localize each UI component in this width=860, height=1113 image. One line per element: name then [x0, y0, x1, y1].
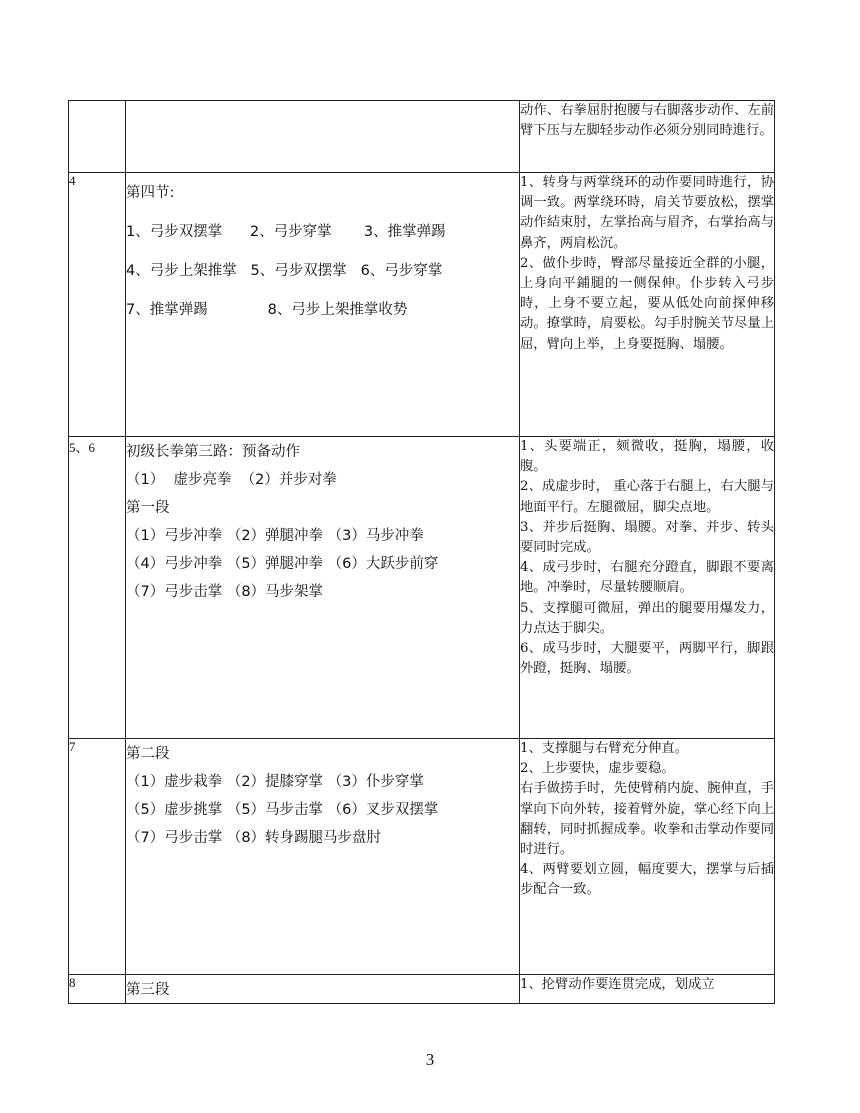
notes-cell	[520, 739, 775, 975]
note-paragraph: 1、抡臂动作要连贯完成，划成立	[520, 977, 715, 992]
note-paragraph: 3、并步后挺胸、塌腰。对拳、并步、转头要同时完成。	[520, 519, 774, 556]
note-paragraph: 1、头要端正，颏微收，挺胸，塌腰，收腹。	[520, 439, 774, 475]
table-row	[69, 739, 775, 975]
content-cell	[126, 437, 520, 739]
content-line: 第三段	[126, 982, 170, 998]
content-line: （5）虚步挑掌 （5）马步击掌 （6）叉步双摆掌	[126, 802, 439, 818]
notes-cell	[520, 975, 775, 1004]
content-line: （1）虚步栽拳 （2）提膝穿掌 （3）仆步穿掌	[126, 774, 424, 790]
content-cell	[126, 739, 520, 975]
content-line: 第四节:	[126, 185, 175, 201]
note-paragraph: 4、成弓步时，右腿充分蹬直，脚跟不要离地。冲拳时，尽量转腰顺肩。	[520, 560, 774, 596]
content-line: （1） 虚步亮拳 （2）并步对拳	[126, 472, 337, 488]
notes-cell	[520, 437, 775, 739]
content-line: （4）弓步冲拳 （5）弹腿冲拳 （6）大跃步前穿	[126, 556, 439, 572]
table-row	[69, 437, 775, 739]
content-line: （7）弓步击掌 （8）马步架掌	[126, 584, 324, 600]
notes-cell	[520, 101, 775, 173]
week-cell: 5、6	[69, 437, 126, 739]
note-paragraph: 6、成马步时，大腿要平，两脚平行，脚跟外蹬，挺胸、塌腰。	[520, 641, 774, 677]
content-cell	[126, 173, 520, 437]
content-line: 7、推掌弹踢 8、弓步上架推掌收势	[126, 302, 408, 318]
week-cell: 4	[69, 173, 126, 437]
content-line: 第一段	[126, 500, 170, 516]
week-cell: 7	[69, 739, 126, 975]
note-paragraph: 2、做仆步時，臀部尽量接近全群的小腿，上身向平鋪腿的一侧保伸。仆步转入弓步時，上身不要立起，要从低处向前探伸移动。撩掌時，肩要松。勾手肘腕关节尽量上屈，臂向上举，上身要挺胸、塌腰。	[520, 255, 774, 352]
note-paragraph: 2、上步要快，虚步要稳。	[520, 761, 675, 777]
content-line: （7）弓步击掌 （8）转身踢腿马步盘肘	[126, 830, 382, 846]
content-line: 第二段	[126, 746, 170, 762]
week-cell	[69, 101, 126, 173]
note-paragraph: 动作、右拳屈肘抱腰与右脚落步动作、左前臂下压与左脚轻步动作必须分别同時進行。	[520, 103, 774, 139]
table-row	[69, 173, 775, 437]
note-paragraph: 1、转身与两掌绕环的动作要同時進行，协调一致。两掌绕环時，肩关节要放松，摆掌动作結束肘，左掌抬高与眉齐，右掌抬高与鼻齐，两肩松沉。	[520, 175, 774, 251]
content-line: 4、弓步上架推掌 5、弓步双摆掌 6、弓步穿掌	[126, 263, 443, 279]
note-paragraph: 4、两臂要划立圆，幅度要大，摆掌与后插步配合一致。	[520, 862, 774, 898]
week-cell: 8	[69, 975, 126, 1004]
content-cell	[126, 975, 520, 1004]
content-line: 初级长拳第三路：预备动作	[126, 444, 300, 460]
note-paragraph: 右手做捞手时，先使臂稍内旋、腕伸直，手掌向下向外转，接着臂外旋，掌心经下向上翻转，同时抓握成拳。收拳和击掌动作要同时进行。	[520, 781, 774, 858]
note-paragraph: 5、支撑腿可微屈，弹出的腿要用爆发力，力点达于脚尖。	[520, 600, 774, 636]
content-line: 1、弓步双摆掌 2、弓步穿掌 3、推掌弹踢	[126, 224, 446, 240]
note-paragraph: 1、支撑腿与右臂充分伸直。	[520, 741, 689, 756]
content-cell	[126, 101, 520, 173]
notes-cell	[520, 173, 775, 437]
page-number: 3	[425, 1050, 435, 1069]
table-row	[69, 101, 775, 173]
lesson-plan-table	[68, 100, 775, 1004]
note-paragraph: 2、成虚步时， 重心落于右腿上，右大腿与地面平行。左腿微屈，脚尖点地。	[520, 479, 774, 515]
table-row	[69, 975, 775, 1004]
content-line: （1）弓步冲拳 （2）弹腿冲拳 （3）马步冲拳	[126, 528, 424, 544]
